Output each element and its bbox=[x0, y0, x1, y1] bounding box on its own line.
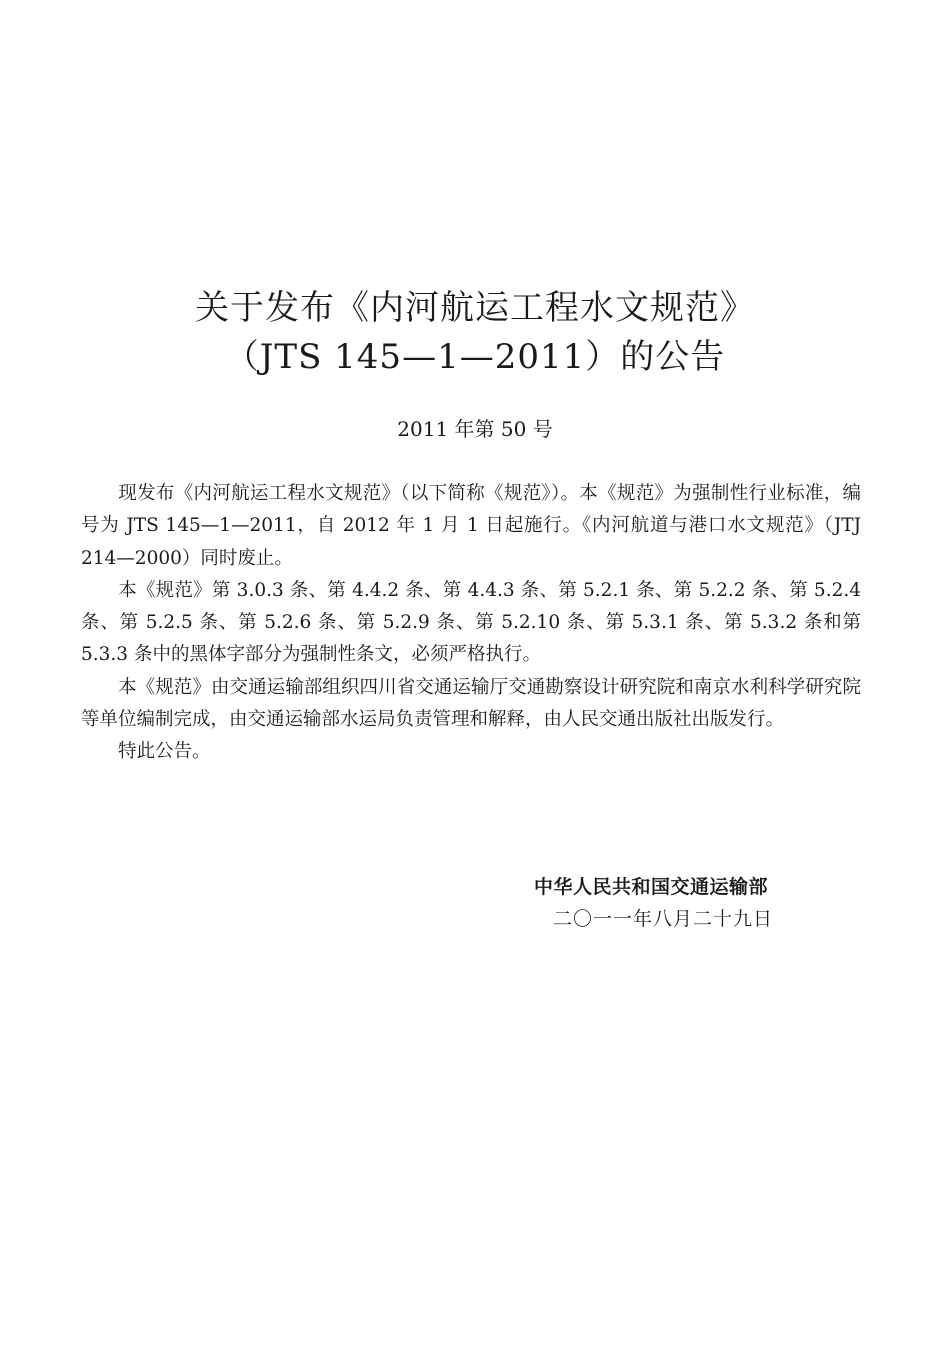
paragraph-4 bbox=[81, 736, 861, 768]
paragraph-2 bbox=[81, 575, 861, 672]
document-number: 2011 年第 50 号 bbox=[397, 417, 553, 441]
paragraph-4-text: 特此公告。 bbox=[118, 741, 211, 763]
title-line-2: （JTS 145—1—2011）的公告 bbox=[224, 337, 726, 377]
paragraph-1 bbox=[81, 478, 861, 575]
title-line-1: 关于发布《内河航运工程水文规范》 bbox=[195, 288, 755, 328]
paragraph-1-text: 现发布《内河航运工程水文规范》（以下简称《规范》）。本《规范》为强制性行业标准，编号为 JTS 145—1—2011，自 2012 年 1 月 1 日起施行。《内河航道与港口水文规范》（JTJ 214—2000）同时废止。 bbox=[81, 483, 861, 569]
issuing-authority: 中华人民共和国交通运输部 bbox=[534, 876, 769, 898]
paragraph-2-text: 本《规范》第 3.0.3 条、第 4.4.2 条、第 4.4.3 条、第 5.2.1 条、第 5.2.2 条、第 5.2.4 条、第 5.2.5 条、第 5.2.6 条、第 5.2.9 条、第 5.2.10 条、第 5.3.1 条、第 5.3.2 条和第 5.3.3 条中的黑体字部分为强制性条文，必须严格执行。 bbox=[81, 579, 861, 666]
issue-date: 二〇一一年八月二十九日 bbox=[553, 908, 774, 930]
paragraph-3 bbox=[81, 672, 861, 737]
announcement-body bbox=[81, 478, 861, 769]
paragraph-3-text: 本《规范》由交通运输部组织四川省交通运输厅交通勘察设计研究院和南京水利科学研究院等单位编制完成，由交通运输部水运局负责管理和解释，由人民交通出版社出版发行。 bbox=[81, 676, 861, 731]
